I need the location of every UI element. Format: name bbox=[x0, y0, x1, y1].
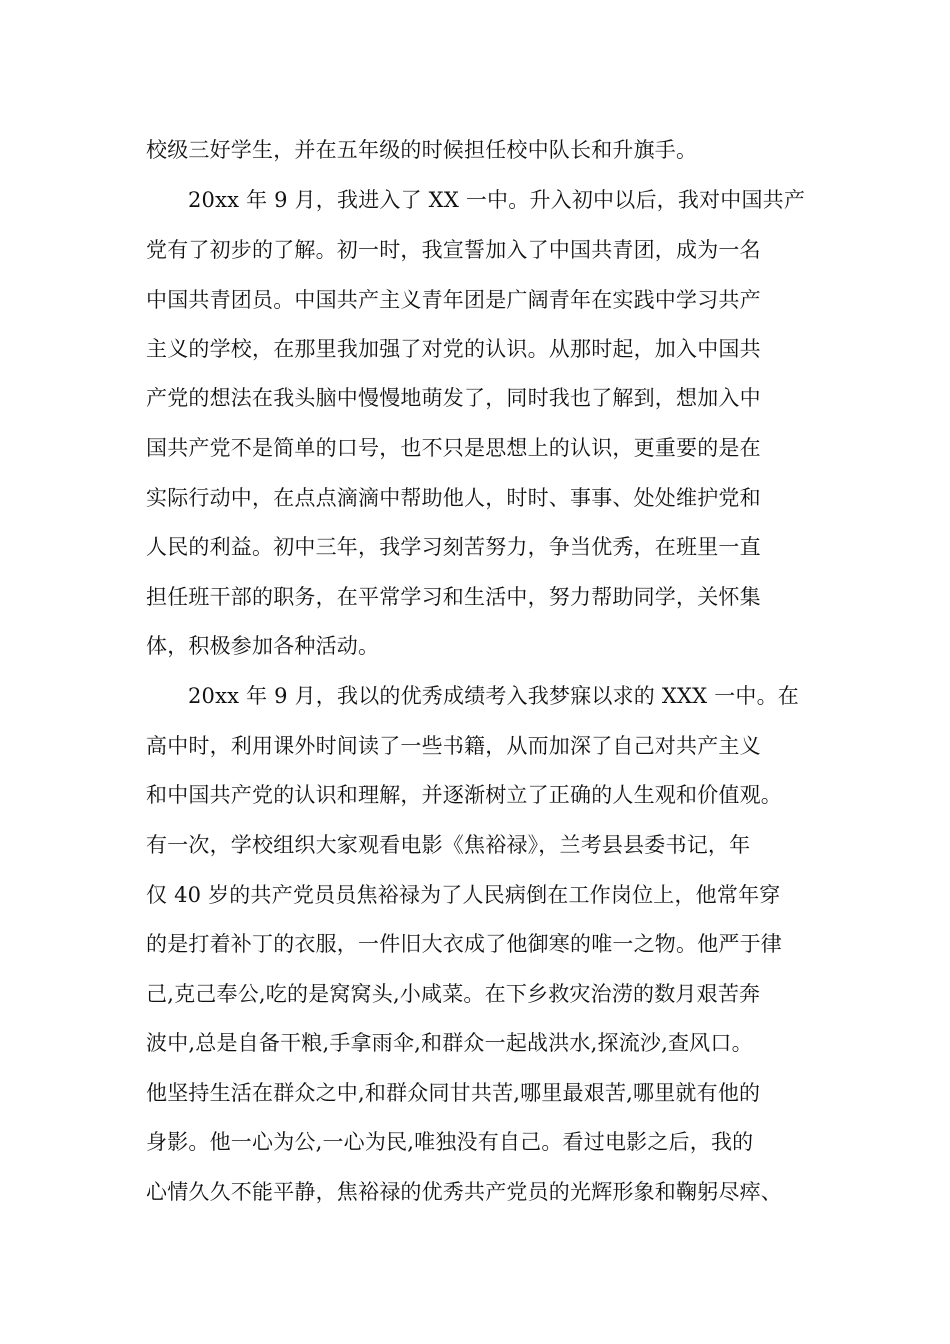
paragraph-start-line: 20xx 年 9 月，我以的优秀成绩考入我梦寐以求的 XXX 一中。在 bbox=[188, 684, 799, 708]
text-line: 担任班干部的职务，在平常学习和生活中，努力帮助同学，关怀集 bbox=[146, 585, 761, 609]
text-line: 人民的利益。初中三年，我学习刻苦努力，争当优秀，在班里一直 bbox=[146, 535, 761, 559]
text-line: 主义的学校，在那里我加强了对党的认识。从那时起，加入中国共 bbox=[146, 337, 761, 361]
text-line: 高中时，利用课外时间读了一些书籍，从而加深了自己对共产主义 bbox=[146, 734, 761, 758]
text-line: 身影。他一心为公,一心为民,唯独没有自己。看过电影之后，我的 bbox=[146, 1130, 754, 1154]
text-line: 党有了初步的了解。初一时，我宣誓加入了中国共青团，成为一名 bbox=[146, 238, 761, 262]
text-line: 中国共青团员。中国共产主义青年团是广阔青年在实践中学习共产 bbox=[146, 288, 761, 312]
text-line: 波中,总是自备干粮,手拿雨伞,和群众一起战洪水,探流沙,查风口。 bbox=[146, 1031, 753, 1055]
text-line: 仅 40 岁的共产党员员焦裕禄为了人民病倒在工作岗位上，他常年穿 bbox=[146, 883, 781, 907]
text-line: 国共产党不是简单的口号，也不只是思想上的认识，更重要的是在 bbox=[146, 436, 761, 460]
text-line: 体，积极参加各种活动。 bbox=[146, 634, 380, 658]
text-line: 产党的想法在我头脑中慢慢地萌发了，同时我也了解到，想加入中 bbox=[146, 386, 761, 410]
paragraph-start-line: 20xx 年 9 月，我进入了 XX 一中。升入初中以后，我对中国共产 bbox=[188, 188, 806, 212]
text-line: 和中国共产党的认识和理解，并逐渐树立了正确的人生观和价值观。 bbox=[146, 783, 782, 807]
text-line: 有一次，学校组织大家观看电影《焦裕禄》，兰考县县委书记，年 bbox=[146, 833, 751, 857]
text-line: 的是打着补丁的衣服，一件旧大衣成了他御寒的唯一之物。他严于律 bbox=[146, 932, 782, 956]
text-line: 实际行动中，在点点滴滴中帮助他人，时时、事事、处处维护党和 bbox=[146, 486, 761, 510]
text-line: 校级三好学生，并在五年级的时候担任校中队长和升旗手。 bbox=[146, 138, 698, 162]
text-line: 他坚持生活在群众之中,和群众同甘共苦,哪里最艰苦,哪里就有他的 bbox=[146, 1081, 761, 1105]
text-line: 己,克己奉公,吃的是窝窝头,小咸菜。在下乡救灾治涝的数月艰苦奔 bbox=[146, 982, 761, 1006]
text-line: 心情久久不能平静，焦裕禄的优秀共产党员的光辉形象和鞠躬尽瘁、 bbox=[146, 1180, 782, 1204]
